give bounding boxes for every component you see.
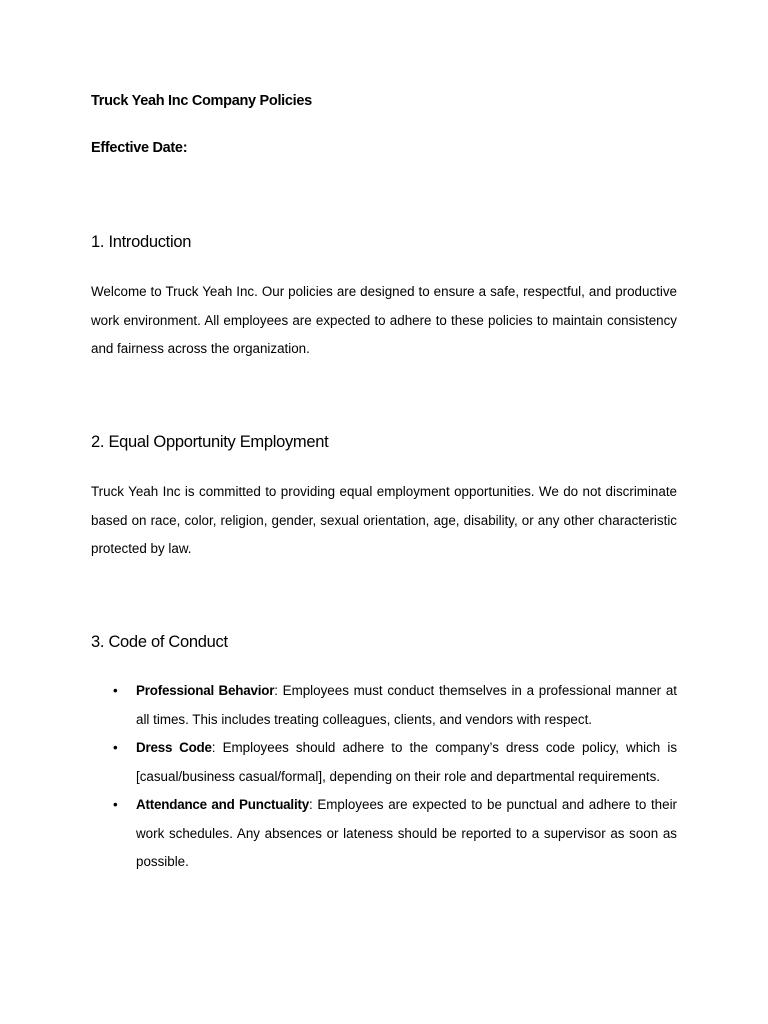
bullet-icon: •	[113, 740, 118, 755]
bullet-term: Dress Code	[136, 740, 212, 755]
bullet-icon: •	[113, 797, 118, 812]
document-title: Truck Yeah Inc Company Policies	[91, 93, 312, 109]
section-body-introduction: Welcome to Truck Yeah Inc. Our policies are designed to ensure a safe, respectful, and productive work environment. All employees are expected to adhere to these policies to maintain consistency and fairness across the organization.	[91, 284, 677, 356]
list-item-professional-behavior	[91, 677, 677, 734]
bullet-term: Attendance and Punctuality	[136, 797, 309, 812]
bullet-text: : Employees are expected to be punctual and adhere to their work schedules. Any absences or lateness should be reported to a supervisor as soon as possible.	[136, 797, 677, 869]
list-item-dress-code	[91, 734, 677, 791]
list-item-attendance-punctuality	[91, 791, 677, 877]
bullet-text: : Employees must conduct themselves in a professional manner at all times. This includes treating colleagues, clients, and vendors with respect.	[136, 683, 677, 727]
bullet-text: : Employees should adhere to the company’s dress code policy, which is [casual/business casual/formal], depending on their role and departmental requirements.	[136, 740, 678, 784]
effective-date-label: Effective Date:	[91, 140, 188, 156]
bullet-icon: •	[113, 683, 118, 698]
section-body-equal-opportunity: Truck Yeah Inc is committed to providing equal employment opportunities. We do not discriminate based on race, color, religion, gender, sexual orientation, age, disability, or any other characteristic protected by law.	[91, 484, 677, 556]
section-heading-introduction: 1. Introduction	[91, 233, 192, 251]
section-heading-equal-opportunity: 2. Equal Opportunity Employment	[91, 433, 329, 451]
bullet-term: Professional Behavior	[136, 683, 275, 698]
section-heading-code-of-conduct: 3. Code of Conduct	[91, 633, 228, 651]
code-of-conduct-list	[91, 677, 677, 877]
